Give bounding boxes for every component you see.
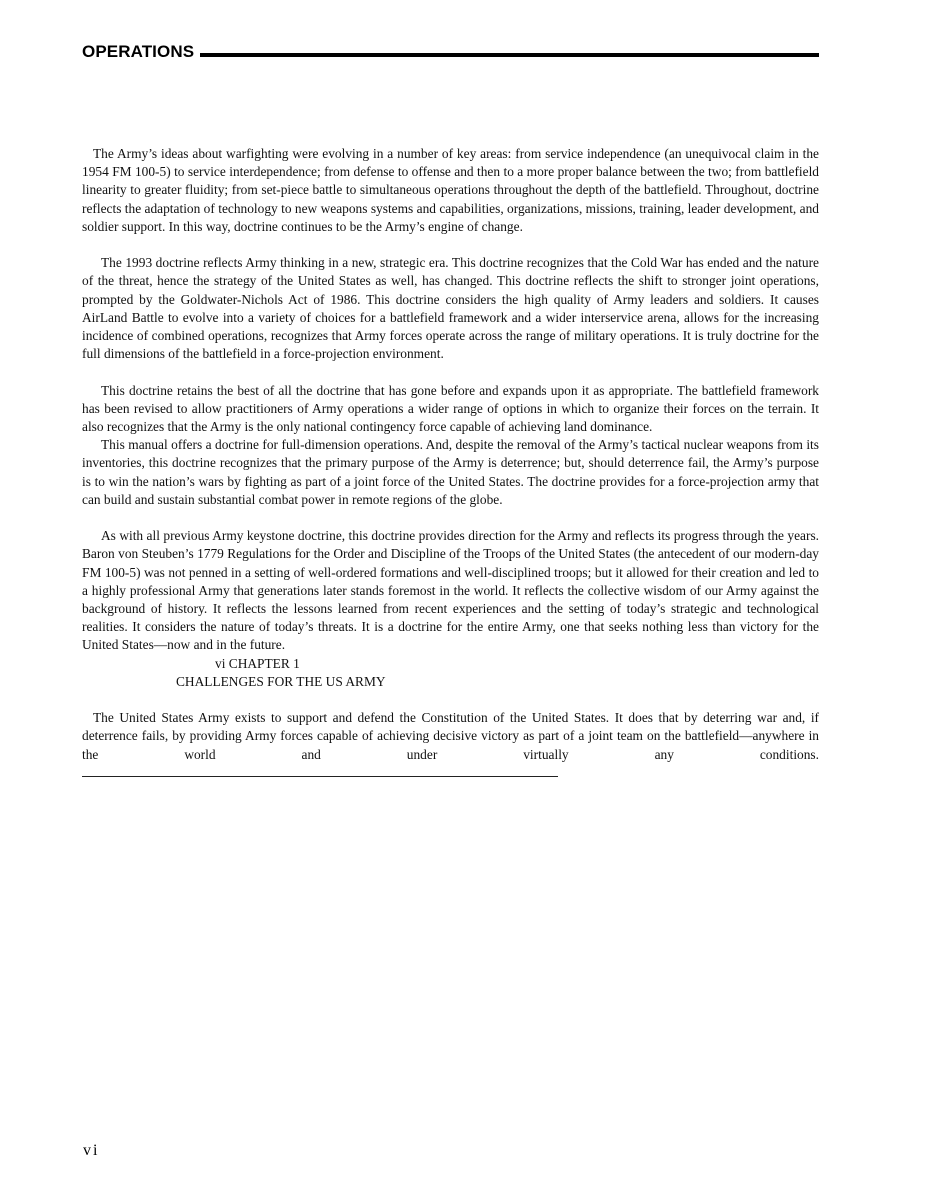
chapter-heading-number: vi CHAPTER 1 — [215, 655, 300, 671]
running-header-title: OPERATIONS — [82, 42, 195, 61]
paragraph-6: The United States Army exists to support and defend the Constitution of the United States. It does that by deterring war and, if deterrence fails, by providing Army forces capable of achieving decisive victory as part of a joint team on the battlefield—anywhere in the world and under virtually any conditions. — [82, 710, 819, 762]
footnote-rule — [82, 776, 558, 777]
page-number: vi — [83, 1142, 100, 1159]
paragraph-2: The 1993 doctrine reflects Army thinking in a new, strategic era. This doctrine recognizes that the Cold War has ended and the nature of the threat, hence the strategy of the United States as well, has changed. This doctrine reflects the shift to stronger joint operations, prompted by the Goldwater-Nichols Act of 1986. This doctrine considers the high quality of Army leaders and soldiers. It causes AirLand Battle to evolve into a variety of choices for a battlefield framework and a wider interservice arena, allows for the increasing incidence of combined operations, recognizes that Army forces operate across the range of military operations. It is truly doctrine for the full dimensions of the battlefield in a force-projection environment. — [82, 255, 819, 362]
paragraph-3: This doctrine retains the best of all the doctrine that has gone before and expands upon it as appropriate. The battlefield framework has been revised to allow practitioners of Army operations a wider range of options in which to organize their forces on the terrain. It also recognizes that the Army is the only national contingency force capable of achieving land dominance. — [82, 382, 819, 435]
header-rule — [200, 53, 819, 57]
paragraph-5: As with all previous Army keystone doctrine, this doctrine provides direction for the Army and reflects its progress through the years. Baron von Steuben’s 1779 Regulations for the Order and Discipline of the Troops of the United States (the antecedent of our modern-day FM 100-5) was not penned in a setting of well-ordered formations and well-disciplined troops; but it allowed for their creation and led to a highly professional Army that generations later stands foremost in the world. It reflects the collective wisdom of our Army against the background of history. It reflects the lessons learned from recent experiences and the setting of today’s strategic and technological realities. It considers the nature of today’s threats. It is a doctrine for the entire Army, one that seeks nothing less than victory for the United States—now and in the future. — [82, 528, 819, 653]
running-header — [82, 40, 819, 64]
paragraph-1: The Army’s ideas about warfighting were evolving in a number of key areas: from service independence (an unequivocal claim in the 1954 FM 100-5) to service interdependence; from defense to offense and then to a more proper balance between the two; from battlefield linearity to greater fluidity; from set-piece battle to simultaneous operations throughout the depth of the battlefield. Throughout, doctrine reflects the adaptation of technology to new weapons systems and capabilities, organizations, missions, training, leader development, and soldier support. In this way, doctrine continues to be the Army’s engine of change. — [82, 146, 819, 234]
body-text — [82, 145, 819, 777]
paragraph-4: This manual offers a doctrine for full-dimension operations. And, despite the removal of the Army’s tactical nuclear weapons from its inventories, this doctrine recognizes that the primary purpose of the Army is deterrence; but, should deterrence fail, the Army’s purpose is to win the nation’s wars by fighting as part of a joint force of the United States. The doctrine provides for a force-projection army that can build and sustain substantial combat power in remote regions of the globe. — [82, 437, 819, 507]
chapter-heading-title: CHALLENGES FOR THE US ARMY — [176, 673, 386, 689]
